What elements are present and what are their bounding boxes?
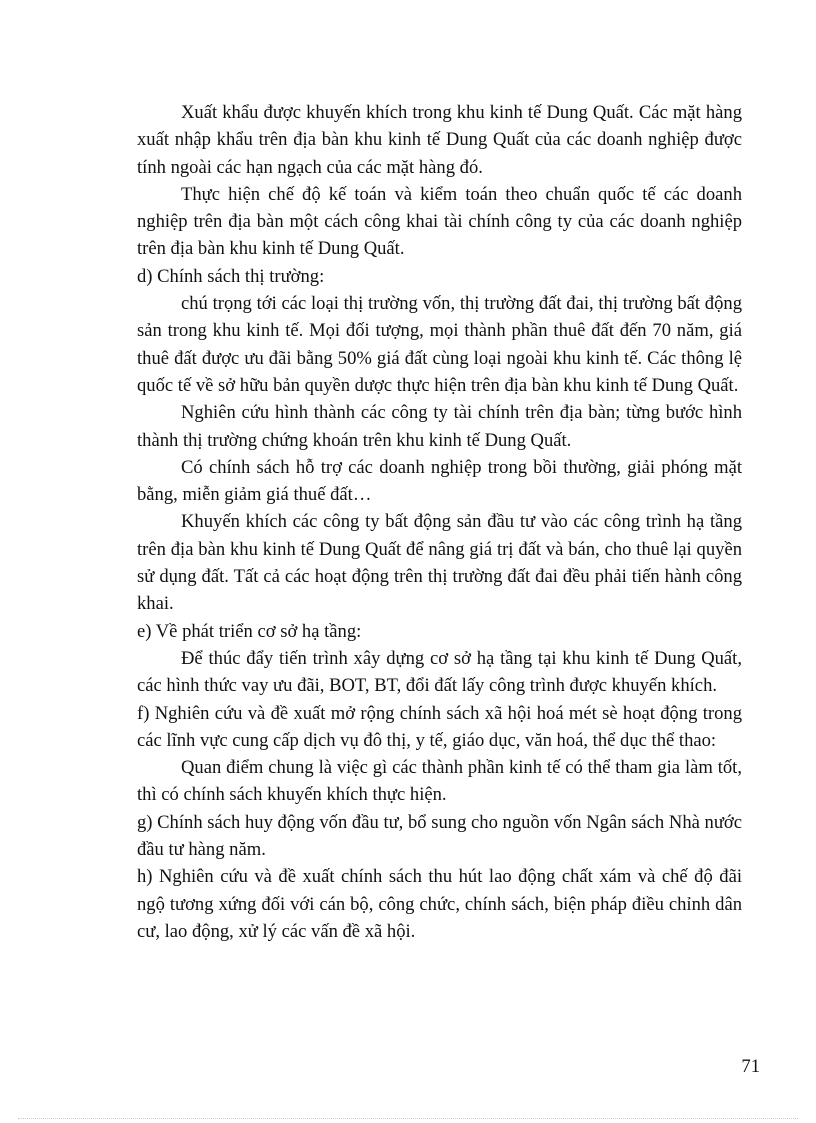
heading-market-policy: d) Chính sách thị trường: — [137, 265, 325, 287]
heading-socialization: f) Nghiên cứu và đề xuất mở rộng chính sách xã hội hoá mét sè hoạt động trong các lĩnh vực cung cấp dịch vụ đô thị, y tế, giáo dục, văn hoá, thể dục thể thao: — [137, 702, 742, 751]
paragraph-support-policy: Có chính sách hỗ trợ các doanh nghiệp trong bồi thường, giải phóng mặt bằng, miễn giảm giá thuế đất… — [137, 456, 742, 506]
heading-infrastructure: e) Về phát triển cơ sở hạ tầng: — [137, 620, 362, 642]
page-number: 71 — [741, 1056, 760, 1077]
heading-labor-policy: h) Nghiên cứu và đề xuất chính sách thu hút lao động chất xám và chế độ đãi ngộ tương xứng đối với cán bộ, công chức, chính sách, biện pháp điều chỉnh dân cư, lao động, xử lý các vấn đề xã hội. — [137, 866, 742, 942]
paragraph-accounting-audit: Thực hiện chế độ kế toán và kiểm toán theo chuẩn quốc tế các doanh nghiệp trên địa bàn một cách công khai tài chính công ty của các doanh nghiệp trên địa bàn khu kinh tế Dung Quất. — [137, 183, 742, 260]
page-bottom-divider — [18, 1118, 798, 1119]
heading-capital-mobilization: g) Chính sách huy động vốn đầu tư, bổ sung cho nguồn vốn Ngân sách Nhà nước đầu tư hàng năm. — [137, 811, 742, 861]
body-text — [137, 99, 742, 945]
paragraph-general-view: Quan điểm chung là việc gì các thành phần kinh tế có thể tham gia làm tốt, thì có chính sách khuyến khích thực hiện. — [137, 757, 742, 806]
paragraph-real-estate: Khuyến khích các công ty bất động sản đầu tư vào các công trình hạ tầng trên địa bàn khu kinh tế Dung Quất để nâng giá trị đất và bán, cho thuê lại quyền sử dụng đất. Tất cả các hoạt động trên thị trường đất đai đều phải tiến hành công khai. — [137, 511, 742, 615]
paragraph-infrastructure-forms: Để thúc đẩy tiến trình xây dựng cơ sở hạ tầng tại khu kinh tế Dung Quất, các hình thức vay ưu đãi, BOT, BT, đổi đất lấy công trình được khuyến khích. — [137, 647, 742, 697]
paragraph-export-incentive: Xuất khẩu được khuyến khích trong khu kinh tế Dung Quất. Các mặt hàng xuất nhập khẩu trên địa bàn khu kinh tế Dung Quất của các doanh nghiệp được tính ngoài các hạn ngạch của các mặt hàng đó. — [137, 102, 742, 178]
paragraph-finance-companies: Nghiên cứu hình thành các công ty tài chính trên địa bàn; từng bước hình thành thị trường chứng khoán trên khu kinh tế Dung Quất. — [137, 402, 742, 451]
paragraph-market-types: chú trọng tới các loại thị trường vốn, thị trường đất đai, thị trường bất động sản trong khu kinh tế. Mọi đối tượng, mọi thành phần thuê đất đến 70 năm, giá thuê đất được ưu đãi bằng 50% giá đất cùng loại ngoài khu kinh tế. Các thông lệ quốc tế về sở hữu bản quyền dược thực hiện trên địa bàn khu kinh tế Dung Quất. — [137, 293, 742, 396]
